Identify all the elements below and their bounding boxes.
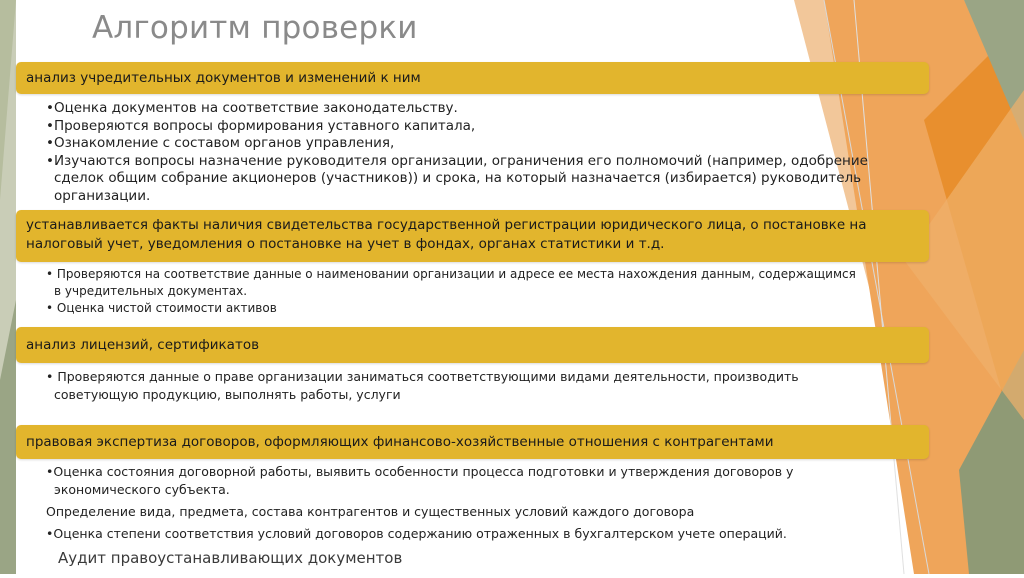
- list-item: •Изучаются вопросы назначение руководителя организации, ограничения его полномочий (например, одобрение: [46, 152, 868, 169]
- slide-footer: Аудит правоустанавливающих документов: [58, 549, 403, 567]
- section-3-list: [46, 368, 799, 404]
- section-header-3: [16, 327, 929, 363]
- list-item: • Проверяются данные о праве организации заниматься соответствующими видами деятельности, производить: [46, 369, 799, 384]
- list-item: организации.: [54, 187, 151, 204]
- left-decor-svg: [0, 0, 16, 574]
- section-header-1-text: анализ учредительных документов и изменений к ним: [26, 70, 421, 86]
- list-item: •Проверяются вопросы формирования уставного капитала,: [46, 117, 476, 134]
- list-item: •Оценка документов на соответствие законодательству.: [46, 100, 458, 116]
- section-header-4: [16, 425, 929, 459]
- list-item: •Ознакомление с составом органов управления,: [46, 135, 395, 151]
- section-header-2-line1: устанавливается факты наличия свидетельства государственной регистрации юридического лица, о постановке на: [26, 217, 867, 233]
- section-header-2-line2: налоговый учет, уведомления о постановке на учет в фондах, органах статистики и т.д.: [26, 236, 665, 252]
- list-item: экономического субъекта.: [54, 482, 230, 497]
- list-item: советующую продукцию, выполнять работы, услуги: [54, 387, 401, 402]
- section-header-1: [16, 62, 929, 94]
- list-item: • Проверяются на соответствие данные о наименовании организации и адресе ее места нахождения данным, содержащимся: [46, 267, 856, 281]
- section-1-list: [46, 100, 868, 205]
- left-decor-strip: [0, 0, 16, 574]
- section-header-2: [16, 210, 929, 262]
- section-header-3-text: анализ лицензий, сертификатов: [26, 337, 260, 353]
- section-2-list: [46, 266, 856, 317]
- list-item: •Оценка состояния договорной работы, выявить особенности процесса подготовки и утверждения договоров у: [46, 464, 794, 479]
- section-header-4-text: правовая экспертиза договоров, оформляющих финансово-хозяйственные отношения с контрагентами: [26, 434, 774, 450]
- slide-title: Алгоритм проверки: [92, 10, 418, 46]
- section-4-list: [46, 463, 793, 543]
- list-item: Определение вида, предмета, состава контрагентов и существенных условий каждого договора: [46, 504, 695, 519]
- list-item: сделок общим собрание акционеров (участников)) и срока, на который назначается (избирается) руководитель: [54, 170, 862, 186]
- list-item: •Оценка степени соответствия условий договоров содержанию отраженных в бухгалтерском учете операций.: [46, 526, 787, 541]
- list-item: в учредительных документах.: [54, 284, 248, 298]
- list-item: • Оценка чистой стоимости активов: [46, 301, 277, 315]
